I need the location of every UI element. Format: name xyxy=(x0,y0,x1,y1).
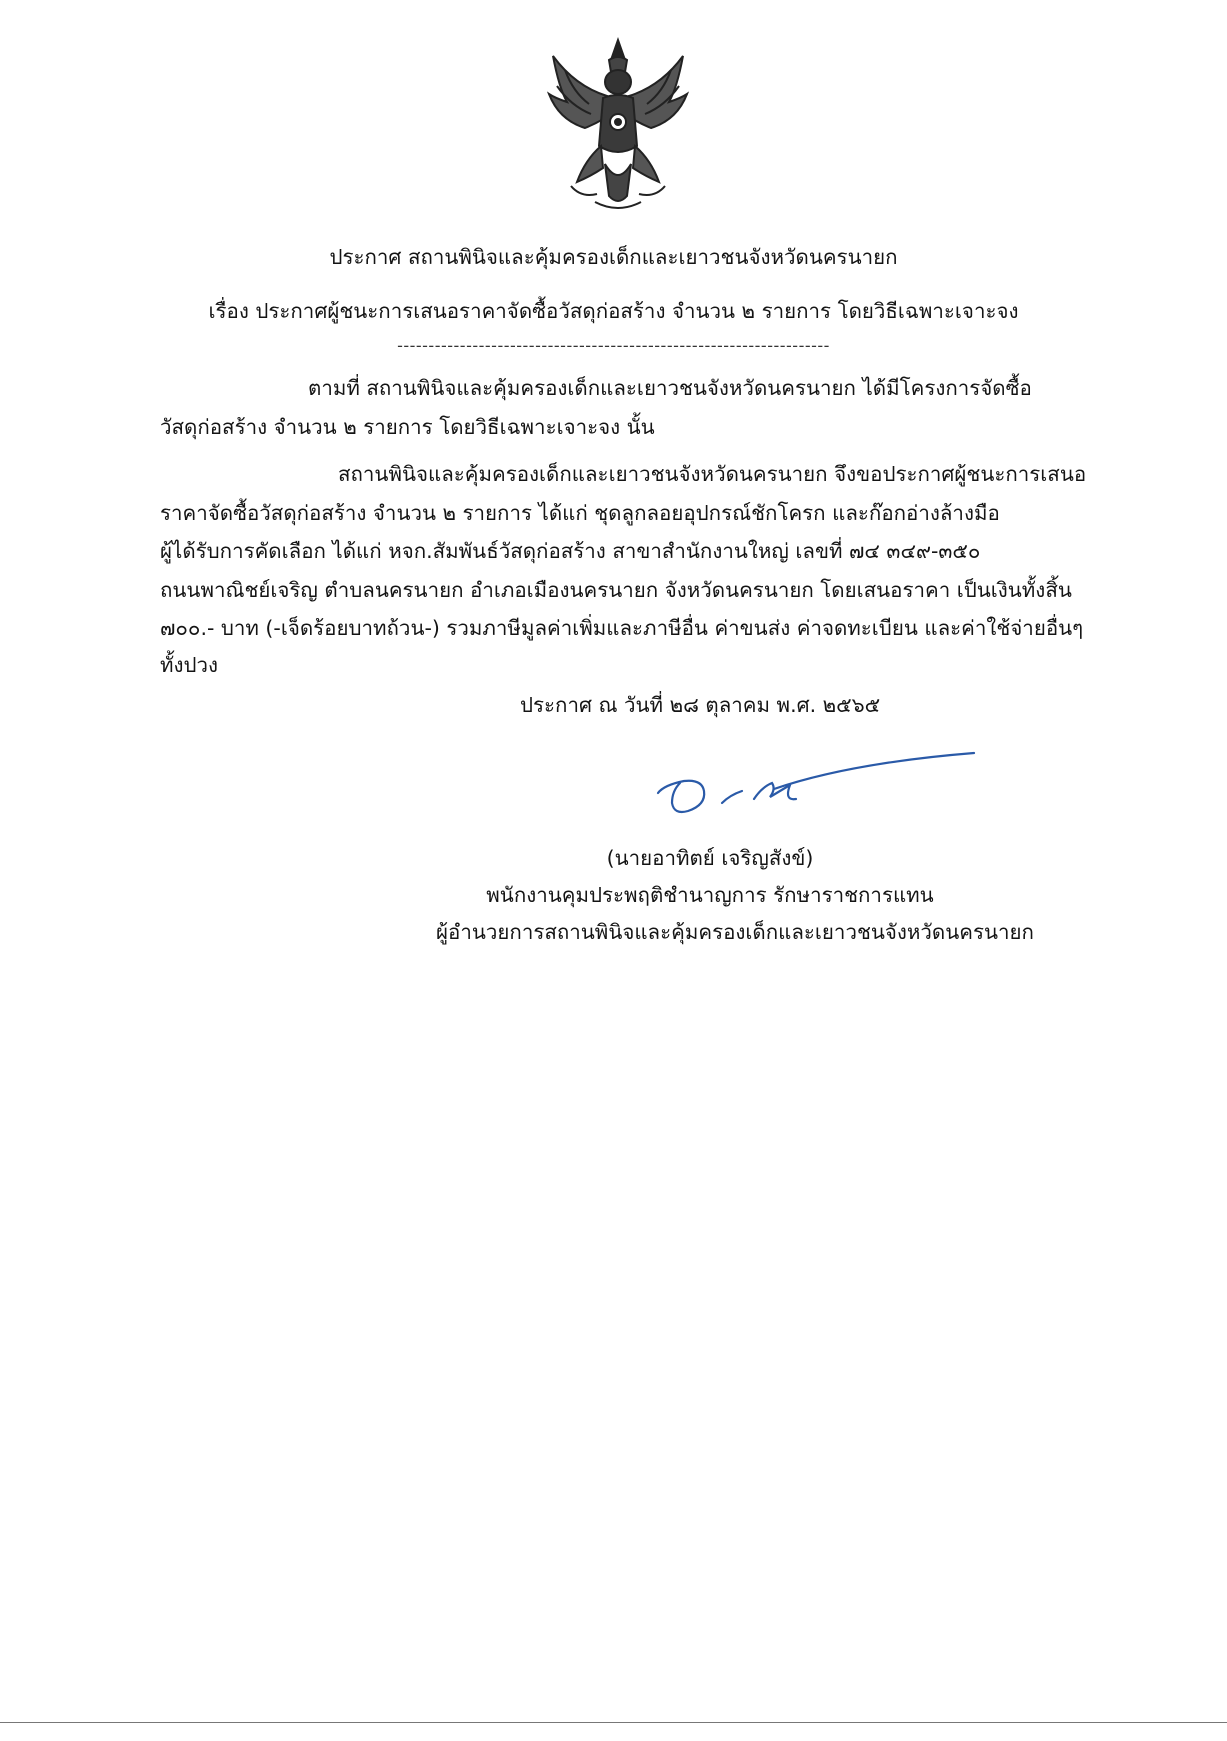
signer-title-1: พนักงานคุมประพฤติชำนาญการ รักษาราชการแทน xyxy=(486,883,934,907)
signature-svg xyxy=(650,745,980,820)
page-bottom-edge xyxy=(0,1722,1227,1723)
garuda-emblem-icon xyxy=(545,36,691,216)
handwritten-signature xyxy=(650,745,980,820)
paragraph-1-line-1: ตามที่ สถานพินิจและคุ้มครองเด็กและเยาวชนจังหวัดนครนายก ได้มีโครงการจัดซื้อ xyxy=(308,376,1032,400)
paragraph-2-line-2: ราคาจัดซื้อวัสดุก่อสร้าง จำนวน ๒ รายการ ได้แก่ ชุดลูกลอยอุปกรณ์ชักโครก และก๊อกอ่างล้างมือ xyxy=(160,501,1000,525)
signer-name: (นายอาทิตย์ เจริญสังข์) xyxy=(606,846,814,870)
paragraph-2-line-6: ทั้งปวง xyxy=(160,653,219,677)
separator-line: --------------------------------------------------------------------- xyxy=(397,336,830,355)
paragraph-2-line-1: สถานพินิจและคุ้มครองเด็กและเยาวชนจังหวัดนครนายก จึงขอประกาศผู้ชนะการเสนอ xyxy=(338,462,1087,486)
announcement-subject: เรื่อง ประกาศผู้ชนะการเสนอราคาจัดซื้อวัสดุก่อสร้าง จำนวน ๒ รายการ โดยวิธีเฉพาะเจาะจง xyxy=(208,299,1019,323)
paragraph-2-line-4: ถนนพาณิชย์เจริญ ตำบลนครนายก อำเภอเมืองนครนายก จังหวัดนครนายก โดยเสนอราคา เป็นเงินทั้งสิ้น xyxy=(160,578,1072,602)
announcement-date: ประกาศ ณ วันที่ ๒๘ ตุลาคม พ.ศ. ๒๕๖๕ xyxy=(520,693,881,717)
garuda-emblem-svg xyxy=(545,36,691,216)
announcement-heading: ประกาศ สถานพินิจและคุ้มครองเด็กและเยาวชนจังหวัดนครนายก xyxy=(329,245,898,269)
paragraph-1-line-2: วัสดุก่อสร้าง จำนวน ๒ รายการ โดยวิธีเฉพาะเจาะจง นั้น xyxy=(160,415,655,439)
paragraph-2-line-3: ผู้ได้รับการคัดเลือก ได้แก่ หจก.สัมพันธ์วัสดุก่อสร้าง สาขาสำนักงานใหญ่ เลขที่ ๗๔ ๓๔๙-๓๕๐ xyxy=(160,539,981,563)
signer-title-2: ผู้อำนวยการสถานพินิจและคุ้มครองเด็กและเยาวชนจังหวัดนครนายก xyxy=(436,920,1034,944)
paragraph-2-line-5: ๗๐๐.- บาท (-เจ็ดร้อยบาทถ้วน-) รวมภาษีมูลค่าเพิ่มและภาษีอื่น ค่าขนส่ง ค่าจดทะเบียน และค่าใช้จ่ายอื่นๆ xyxy=(160,616,1084,640)
